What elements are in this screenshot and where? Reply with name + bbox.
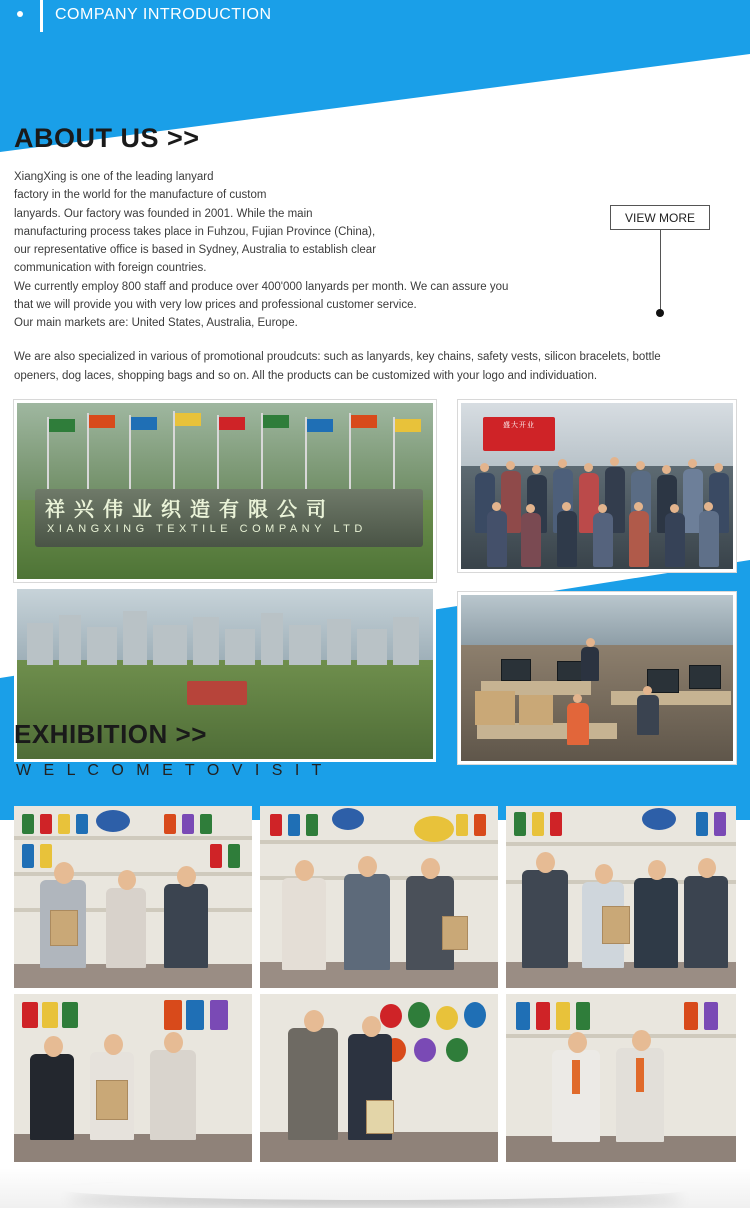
sign-english-text: XIANGXING TEXTILE COMPANY LTD <box>47 523 367 535</box>
product-sample <box>516 1002 530 1030</box>
about-line: manufacturing process takes place in Fuhzou, Fujian Province (China), <box>14 225 376 238</box>
visitor <box>30 1054 74 1140</box>
visitor-head <box>118 870 136 890</box>
person-head <box>610 457 619 466</box>
flag <box>89 415 115 428</box>
visitor <box>634 878 678 968</box>
visitor-head <box>632 1030 651 1051</box>
person-head <box>643 686 652 695</box>
visitor <box>684 876 728 968</box>
sign-chinese-text: 祥兴伟业织造有限公司 <box>45 497 335 521</box>
product-sample <box>704 1002 718 1030</box>
header-divider <box>40 0 43 32</box>
person-head <box>480 463 489 472</box>
product-sample <box>684 1002 698 1030</box>
shelf <box>506 842 736 846</box>
lanyard <box>572 1060 580 1094</box>
product-sample <box>380 1004 402 1028</box>
page-header-bar <box>0 0 750 32</box>
visitor-head <box>595 864 613 884</box>
product-sample <box>514 812 526 836</box>
person-head <box>562 502 571 511</box>
product-sample <box>696 812 708 836</box>
flag <box>219 417 245 430</box>
product-sample <box>210 844 222 868</box>
visitor <box>150 1050 196 1140</box>
about-line: communication with foreign countries. <box>14 262 207 275</box>
visitor-head <box>304 1010 324 1032</box>
building <box>153 625 187 665</box>
gift-bag <box>366 1100 394 1134</box>
product-sample <box>270 814 282 836</box>
person-head <box>506 461 515 470</box>
balloon <box>642 808 676 830</box>
monitor <box>501 659 531 681</box>
view-more-endpoint-dot-icon <box>656 309 664 317</box>
visitor-head <box>104 1034 123 1055</box>
exhibition-photo-3 <box>506 806 736 988</box>
person-head <box>532 465 541 474</box>
person-head <box>492 502 501 511</box>
building <box>327 619 351 665</box>
about-body <box>14 168 614 333</box>
person-head <box>634 502 643 511</box>
exhibition-photo-4 <box>14 994 252 1162</box>
person <box>637 695 659 735</box>
about-line: that we will provide you with very low prices and professional customer service. <box>14 299 417 312</box>
product-sample <box>22 814 34 834</box>
building <box>27 623 53 665</box>
person-head <box>688 459 697 468</box>
product-sample <box>40 814 52 834</box>
flag <box>175 413 201 426</box>
person-head <box>636 461 645 470</box>
visitor-head <box>44 1036 63 1057</box>
visitor <box>288 1028 338 1140</box>
product-sample <box>536 1002 550 1030</box>
building <box>87 627 117 665</box>
photo-sky <box>461 595 733 645</box>
product-sample <box>464 1002 486 1028</box>
person <box>593 513 613 567</box>
product-sample <box>182 814 194 834</box>
balloon <box>96 810 130 832</box>
gift-bag <box>602 906 630 944</box>
exhibition-photo-2 <box>260 806 498 988</box>
person-head <box>704 502 713 511</box>
product-sample <box>446 1038 468 1062</box>
visitor-head <box>362 1016 381 1037</box>
person-head <box>662 465 671 474</box>
person-head <box>598 504 607 513</box>
flag <box>263 415 289 428</box>
building <box>225 629 255 665</box>
product-sample <box>408 1002 430 1028</box>
visitor-head <box>421 858 440 879</box>
shelf <box>506 1034 736 1038</box>
carton-box <box>519 695 553 725</box>
building <box>193 617 219 665</box>
flag <box>307 419 333 432</box>
product-sample <box>40 844 52 868</box>
desk <box>611 691 731 705</box>
carton-box <box>475 691 515 725</box>
person <box>699 511 719 567</box>
product-sample <box>556 1002 570 1030</box>
gift-bag <box>50 910 78 946</box>
visitor-head <box>648 860 666 880</box>
product-sample <box>164 814 176 834</box>
visitor <box>106 888 146 968</box>
view-more-button[interactable]: VIEW MORE <box>610 205 710 230</box>
exhibition-photo-5 <box>260 994 498 1162</box>
visitor <box>164 884 208 968</box>
product-sample <box>456 814 468 836</box>
building <box>289 625 321 665</box>
gift-bag <box>96 1080 128 1120</box>
about-line: Our main markets are: United States, Australia, Europe. <box>14 317 298 330</box>
person-head <box>584 463 593 472</box>
visitor-head <box>177 866 196 887</box>
red-roof-structure <box>187 681 247 705</box>
exhibition-photo-1 <box>14 806 252 988</box>
visitor-head <box>54 862 74 884</box>
shelf <box>260 840 498 844</box>
building <box>59 615 81 665</box>
view-more-connector <box>660 230 661 312</box>
visitor <box>282 878 326 970</box>
product-sample <box>228 844 240 868</box>
flag <box>351 415 377 428</box>
product-sample <box>532 812 544 836</box>
person-head <box>714 463 723 472</box>
balloon <box>414 816 454 842</box>
person-head <box>573 694 582 703</box>
about-line: our representative office is based in Sydney, Australia to establish clear <box>14 244 377 257</box>
person-head <box>670 504 679 513</box>
about-extra-line: We are also specialized in various of promotional proudcuts: such as lanyards, key chains, safety vests, silicon bracelets, bottle <box>14 351 661 363</box>
person <box>567 703 589 745</box>
product-sample <box>22 1002 38 1028</box>
exhibition-heading: EXHIBITION >> <box>14 719 207 749</box>
product-sample <box>576 1002 590 1030</box>
person <box>581 647 599 681</box>
page-bottom-shadow <box>0 1168 750 1208</box>
dot-icon <box>17 11 23 17</box>
person <box>557 511 577 567</box>
person <box>487 511 507 567</box>
product-sample <box>42 1002 58 1028</box>
flag <box>131 417 157 430</box>
page-title: COMPANY INTRODUCTION <box>55 6 272 23</box>
product-sample <box>714 812 726 836</box>
building <box>123 611 147 665</box>
product-sample <box>164 1000 182 1030</box>
about-extra-line: openers, dog laces, shopping bags and so on. All the products can be customized with your logo and individuation. <box>14 370 598 382</box>
visitor <box>344 874 390 970</box>
about-line: factory in the world for the manufacture of custom <box>14 189 267 202</box>
product-sample <box>306 814 318 836</box>
person <box>629 511 649 567</box>
building <box>357 629 387 665</box>
exhibition-photo-6 <box>506 994 736 1162</box>
product-sample <box>186 1000 204 1030</box>
balloon <box>332 808 364 830</box>
monitor <box>689 665 721 689</box>
factory-sign-stone <box>35 489 423 547</box>
visitor <box>522 870 568 968</box>
person-head <box>586 638 595 647</box>
gift-bag <box>442 916 468 950</box>
product-sample <box>76 814 88 834</box>
building <box>393 617 419 665</box>
visitor-head <box>536 852 555 873</box>
product-sample <box>200 814 212 834</box>
product-sample <box>58 814 70 834</box>
person <box>521 513 541 567</box>
product-sample <box>22 844 34 868</box>
about-line: XiangXing is one of the leading lanyard <box>14 171 214 183</box>
person <box>665 513 685 567</box>
flag <box>395 419 421 432</box>
exhibition-subheading: W E L C O M E T O V I S I T <box>16 762 326 779</box>
office-photo <box>458 592 736 764</box>
product-sample <box>414 1038 436 1062</box>
person-head <box>526 504 535 513</box>
factory-sign-photo <box>14 400 436 582</box>
banner-text: 盛大开业 <box>503 422 535 429</box>
shelf <box>14 836 252 840</box>
about-line: lanyards. Our factory was founded in 2001. While the main <box>14 207 313 220</box>
about-heading: ABOUT US >> <box>14 123 200 153</box>
product-sample <box>436 1006 458 1030</box>
red-banner <box>483 417 555 451</box>
desk <box>477 723 617 739</box>
visitor-head <box>358 856 377 877</box>
lanyard <box>636 1058 644 1092</box>
shadow-curve <box>60 1178 690 1200</box>
person-head <box>558 459 567 468</box>
visitor-head <box>698 858 716 878</box>
about-line: We currently employ 800 staff and produce over 400'000 lanyards per month. We can assure you <box>14 280 509 293</box>
product-sample <box>550 812 562 836</box>
visitor-head <box>295 860 314 881</box>
staff-group-photo <box>458 400 736 572</box>
product-sample <box>62 1002 78 1028</box>
visitor-head <box>568 1032 587 1053</box>
building <box>261 613 283 665</box>
product-sample <box>210 1000 228 1030</box>
flag <box>49 419 75 432</box>
visitor-head <box>164 1032 183 1053</box>
product-sample <box>288 814 300 836</box>
about-extra-body <box>14 348 736 386</box>
product-sample <box>474 814 486 836</box>
